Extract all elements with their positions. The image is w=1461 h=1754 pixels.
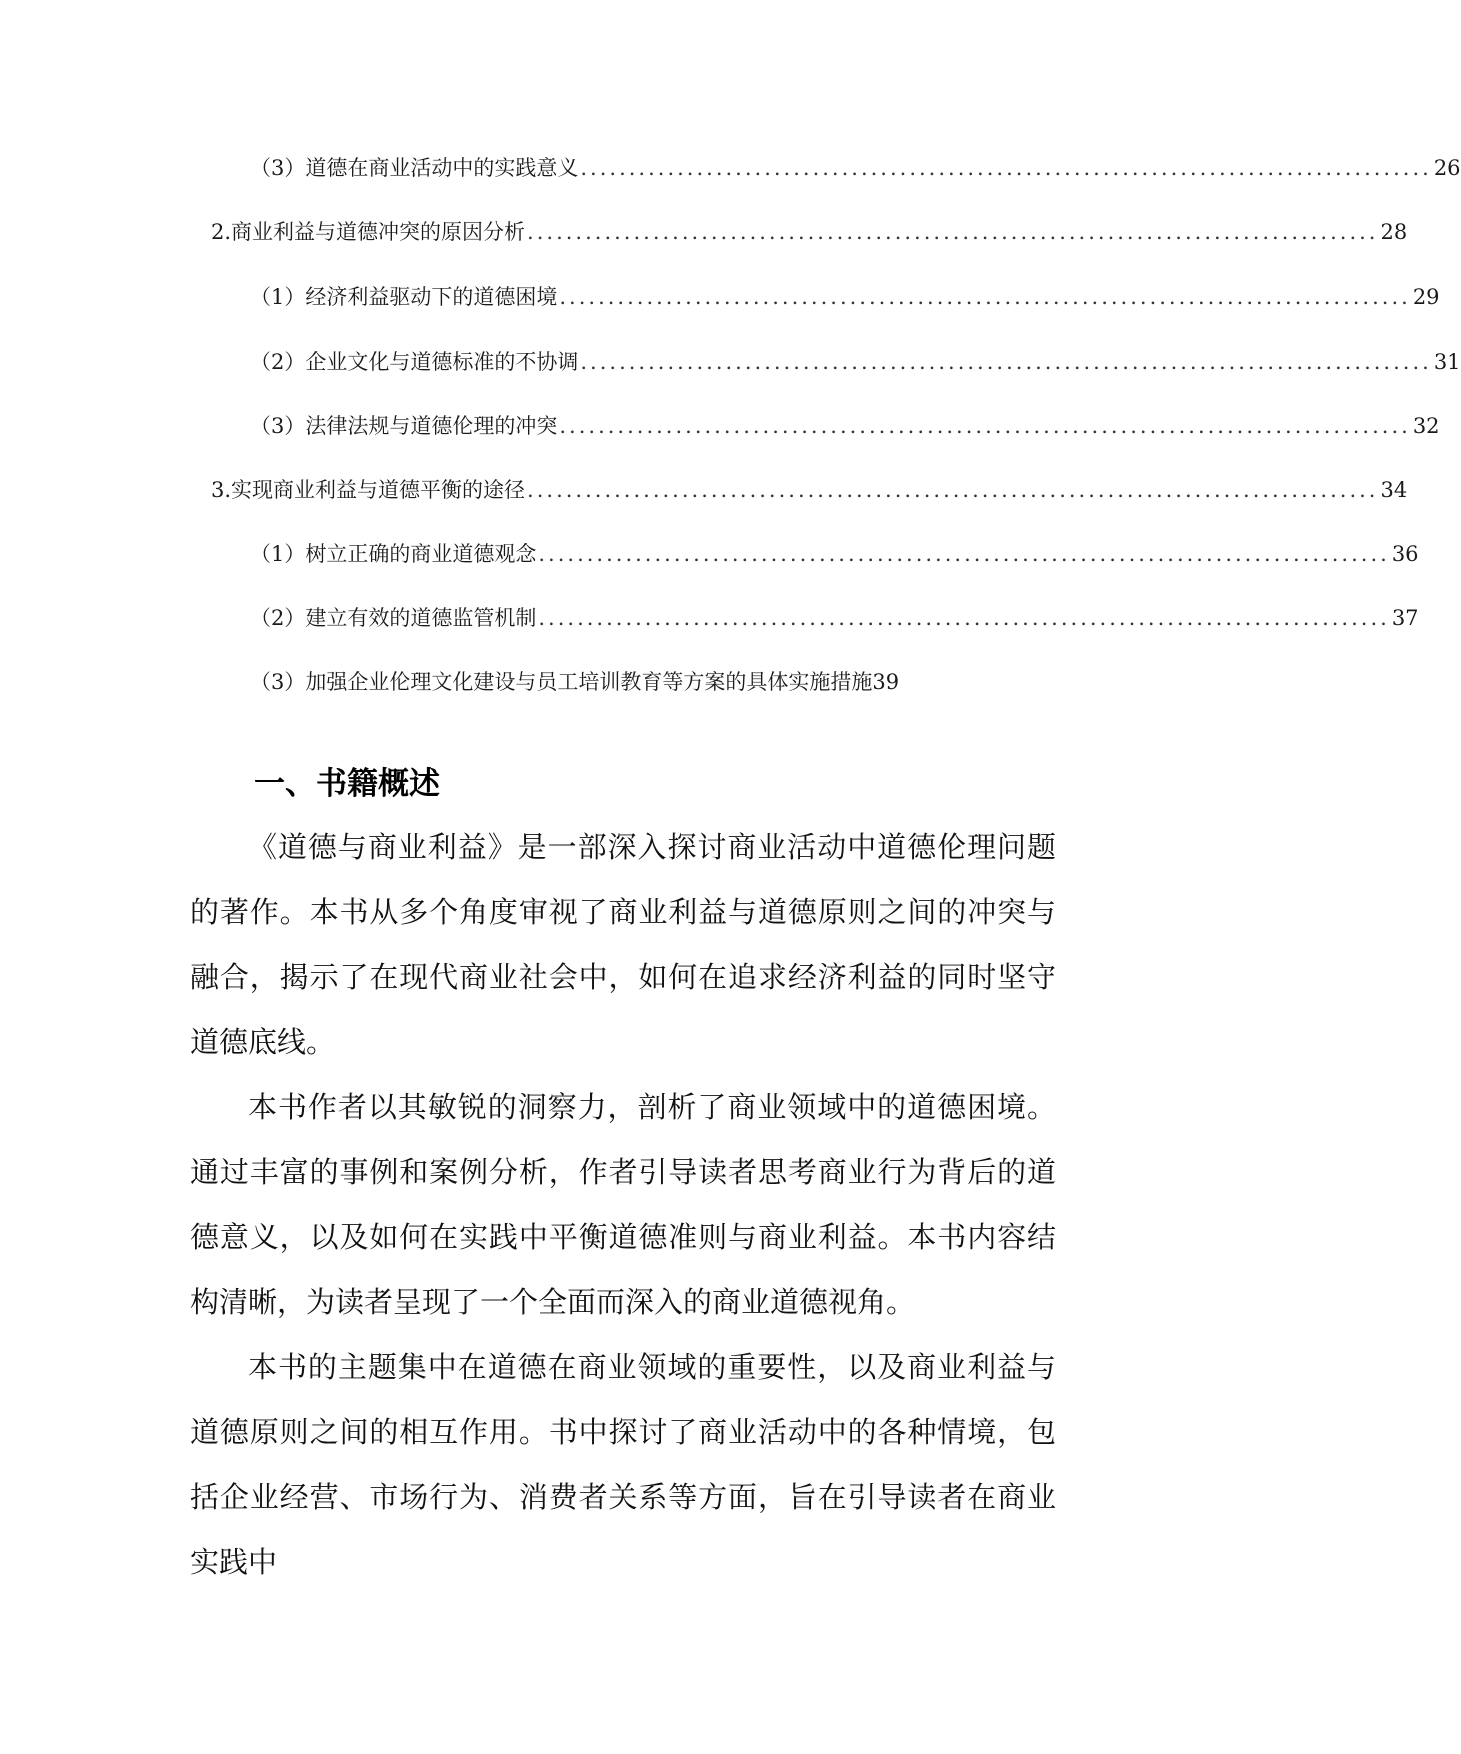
toc-leader-dots: ........................................................................................ xyxy=(538,542,1390,566)
toc-entry[interactable] xyxy=(211,217,1408,247)
toc-entry-page: 26 xyxy=(1433,156,1461,180)
toc-entry-page: 37 xyxy=(1391,606,1419,630)
toc-entry[interactable] xyxy=(250,282,1440,312)
toc-entry[interactable] xyxy=(250,603,1419,633)
toc-entry-number: （1） xyxy=(250,542,306,566)
toc-entry-title: 建立有效的道德监管机制 xyxy=(305,606,537,630)
toc-leader-dots: ........................................................................................ xyxy=(527,220,1379,244)
toc-entry[interactable] xyxy=(211,475,1408,505)
toc-entry-number: （3） xyxy=(250,670,306,694)
toc-entry-page: 32 xyxy=(1412,414,1440,438)
section-body xyxy=(190,815,1056,1595)
toc-leader-dots: ........................................................................................ xyxy=(538,606,1390,630)
toc-entry-title: 加强企业伦理文化建设与员工培训教育等方案的具体实施措施 xyxy=(305,670,873,694)
toc-entry-page: 39 xyxy=(872,670,900,694)
toc-leader-dots: ........................................................................................ xyxy=(559,414,1411,438)
toc-entry-page: 34 xyxy=(1380,478,1408,502)
toc-entry-number: （2） xyxy=(250,350,306,374)
toc-entry-number: （3） xyxy=(250,414,306,438)
toc-entry[interactable] xyxy=(250,667,899,697)
body-paragraph: 《道德与商业利益》是一部深入探讨商业活动中道德伦理问题的著作。本书从多个角度审视了商业利益与道德原则之间的冲突与融合，揭示了在现代商业社会中，如何在追求经济利益的同时坚守道德底线。 xyxy=(190,830,1056,1059)
toc-entry-title: 树立正确的商业道德观念 xyxy=(305,542,537,566)
section-heading: 一、书籍概述 xyxy=(254,766,440,802)
toc-entry-title: 道德在商业活动中的实践意义 xyxy=(305,156,579,180)
toc-entry-number: （3） xyxy=(250,156,306,180)
toc-entry-number: 2. xyxy=(211,220,232,244)
toc-leader-dots: ........................................................................................ xyxy=(580,156,1432,180)
toc-entry-title: 实现商业利益与道德平衡的途径 xyxy=(231,478,526,502)
body-paragraph: 本书的主题集中在道德在商业领域的重要性，以及商业利益与道德原则之间的相互作用。书中探讨了商业活动中的各种情境，包括企业经营、市场行为、消费者关系等方面，旨在引导读者在商业实践中 xyxy=(190,1350,1056,1579)
toc-leader-dots: ........................................................................................ xyxy=(527,478,1379,502)
toc-entry-title: 经济利益驱动下的道德困境 xyxy=(305,285,558,309)
toc-entry[interactable] xyxy=(250,153,1461,183)
toc-entry[interactable] xyxy=(250,411,1440,441)
toc-entry-page: 36 xyxy=(1391,542,1419,566)
toc-entry-title: 法律法规与道德伦理的冲突 xyxy=(305,414,558,438)
toc-entry-number: 3. xyxy=(211,478,232,502)
toc-entry-title: 商业利益与道德冲突的原因分析 xyxy=(231,220,526,244)
toc-leader-dots: ........................................................................................ xyxy=(580,350,1432,374)
toc-entry-title: 企业文化与道德标准的不协调 xyxy=(305,350,579,374)
body-paragraph: 本书作者以其敏锐的洞察力，剖析了商业领域中的道德困境。通过丰富的事例和案例分析，作者引导读者思考商业行为背后的道德意义，以及如何在实践中平衡道德准则与商业利益。本书内容结构清晰，为读者呈现了一个全面而深入的商业道德视角。 xyxy=(190,1090,1056,1319)
toc-entry-page: 29 xyxy=(1412,285,1440,309)
toc-entry[interactable] xyxy=(250,347,1461,377)
toc-entry-page: 31 xyxy=(1433,350,1461,374)
toc-entry[interactable] xyxy=(250,539,1419,569)
toc-entry-number: （2） xyxy=(250,606,306,630)
toc-entry-number: （1） xyxy=(250,285,306,309)
toc-leader-dots: ........................................................................................ xyxy=(559,285,1411,309)
toc-entry-page: 28 xyxy=(1380,220,1408,244)
